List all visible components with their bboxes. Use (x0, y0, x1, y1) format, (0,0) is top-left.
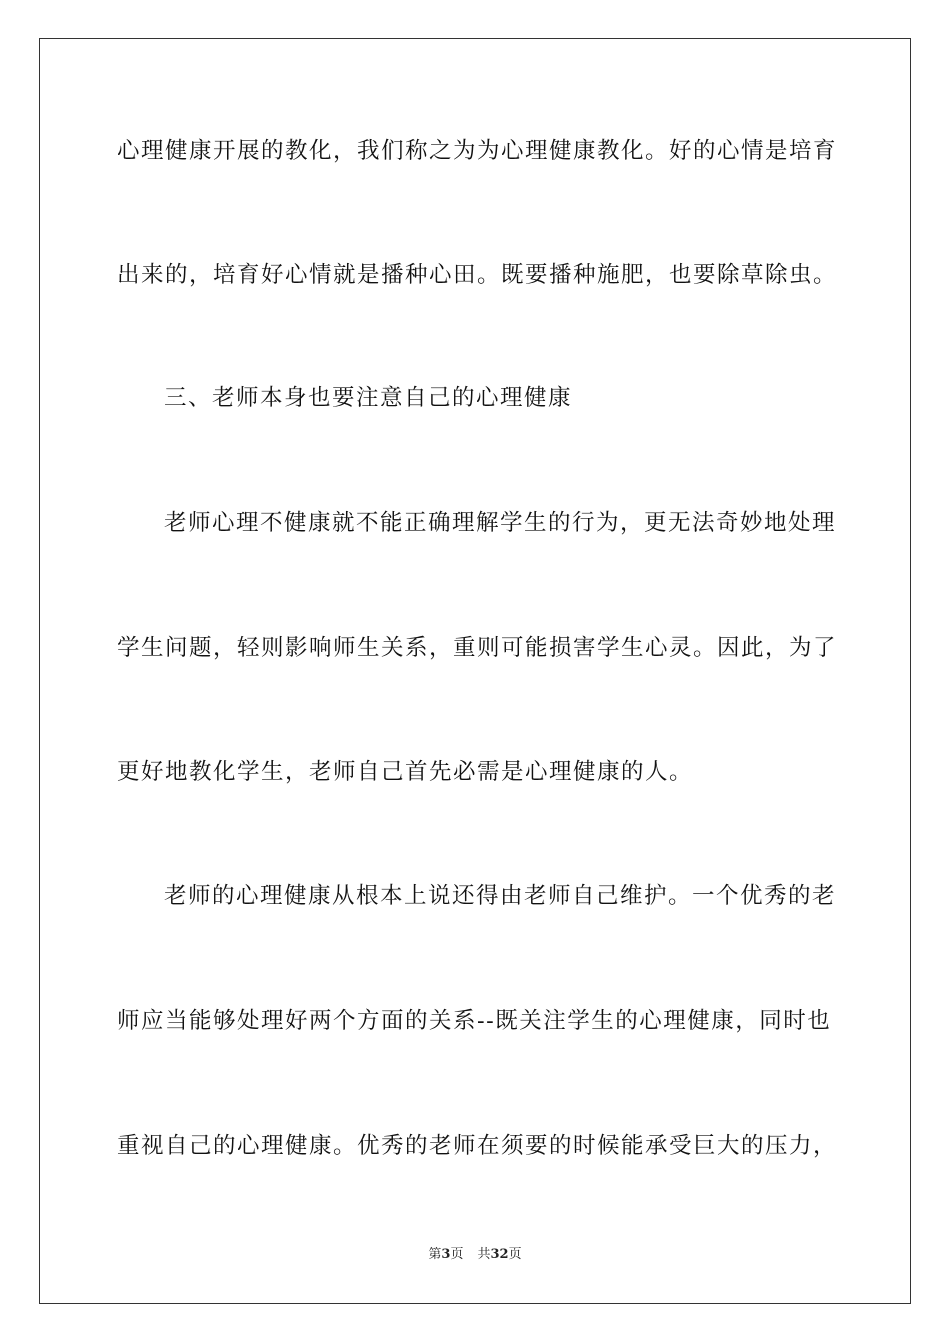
total-suffix: 页 (508, 1247, 522, 1262)
page-footer (0, 1246, 950, 1264)
total-pages: 32 (490, 1247, 509, 1262)
page-suffix: 页 (450, 1247, 464, 1262)
total-prefix: 共 (477, 1247, 491, 1262)
section-heading: 三、老师本身也要注意自己的心理健康 (164, 385, 573, 411)
body-line-4: 学生问题，轻则影响师生关系，重则可能损害学生心灵。因此，为了 (117, 635, 838, 661)
body-line-6: 老师的心理健康从根本上说还得由老师自己维护。一个优秀的老 (164, 883, 837, 909)
body-line-8: 重视自己的心理健康。优秀的老师在须要的时候能承受巨大的压力， (117, 1133, 838, 1159)
body-line-3: 老师心理不健康就不能正确理解学生的行为，更无法奇妙地处理 (164, 510, 837, 536)
page-prefix: 第 (428, 1247, 442, 1262)
body-line-2: 出来的，培育好心情就是播种心田。既要播种施肥，也要除草除虫。 (117, 262, 838, 288)
body-line-7: 师应当能够处理好两个方面的关系--既关注学生的心理健康，同时也 (117, 1008, 832, 1034)
page-border (39, 38, 911, 1304)
body-line-1: 心理健康开展的教化，我们称之为为心理健康教化。好的心情是培育 (117, 138, 838, 164)
page-number: 3 (441, 1247, 451, 1262)
body-line-5: 更好地教化学生，老师自己首先必需是心理健康的人。 (117, 759, 694, 785)
